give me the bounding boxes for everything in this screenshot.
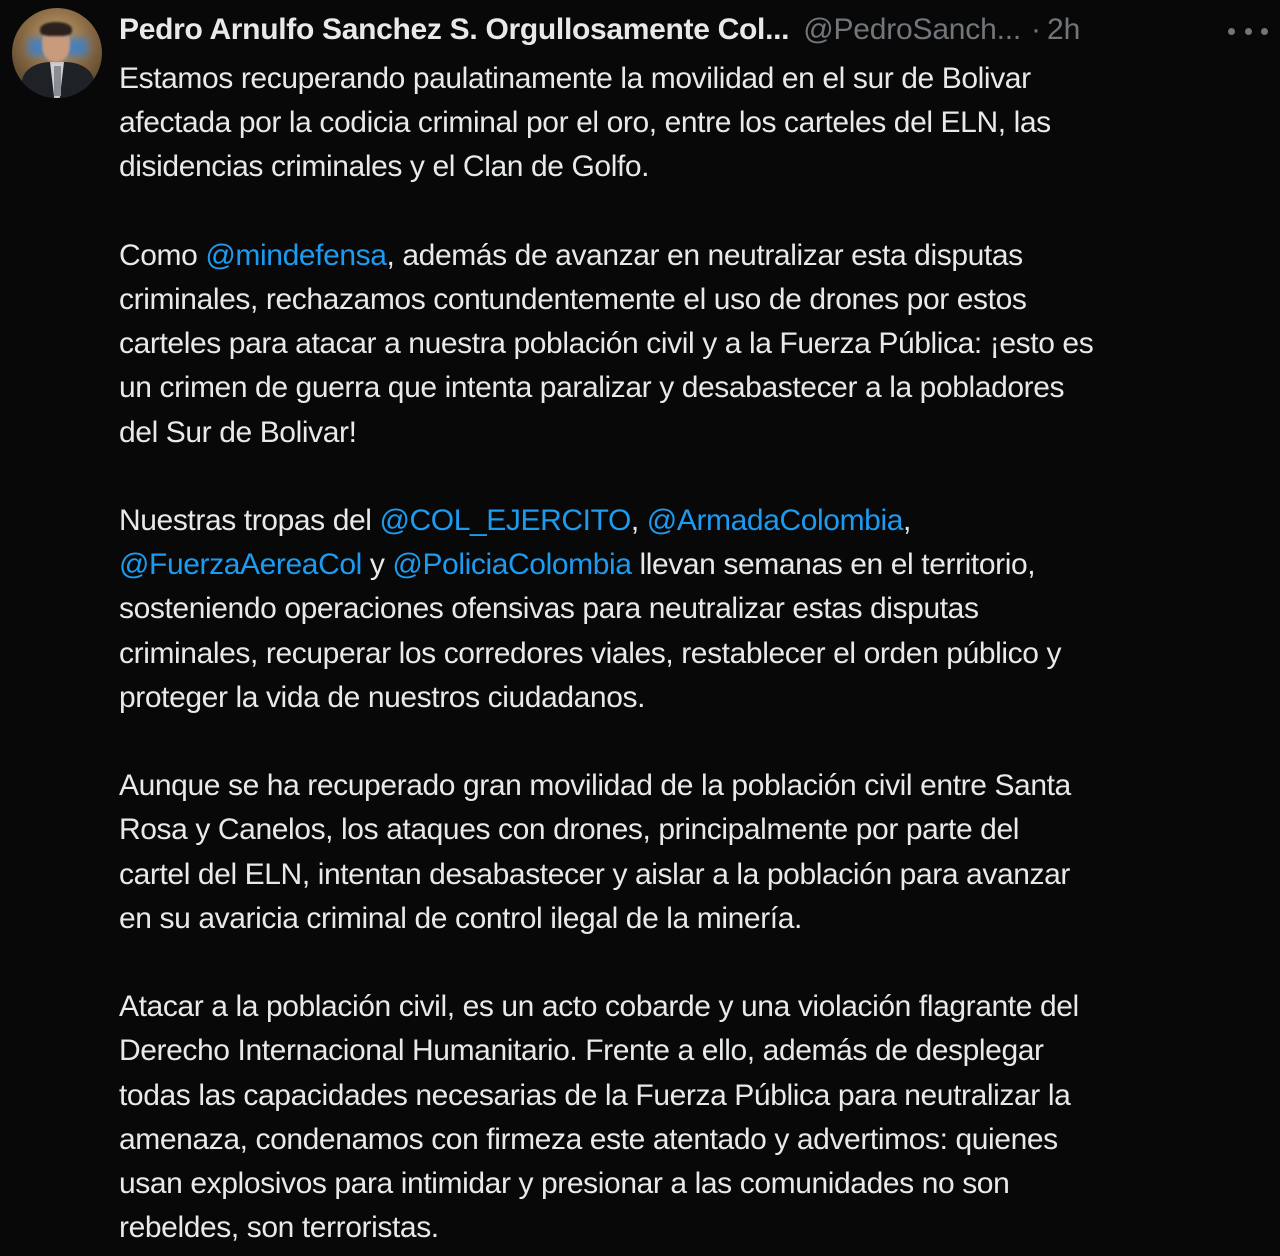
text-line	[119, 808, 1269, 852]
tweet-paragraph	[119, 499, 1269, 720]
text-segment: proteger la vida de nuestros ciudadanos.	[119, 680, 646, 714]
text-segment: carteles para atacar a nuestra población civil y a la Fuerza Pública: ¡esto es	[119, 327, 1094, 361]
separator-dot: ·	[1030, 13, 1041, 46]
text-segment: ,	[903, 504, 911, 537]
text-line	[119, 234, 1269, 278]
text-line	[119, 985, 1269, 1029]
text-segment: Rosa y Canelos, los ataques con drones, principalmente por parte del	[119, 813, 1020, 847]
ellipsis-icon	[1261, 28, 1268, 35]
avatar[interactable]	[12, 8, 102, 98]
text-segment: criminales, rechazamos contundentemente el uso de drones por estos	[119, 283, 1027, 316]
text-segment: Atacar a la población civil, es un acto cobarde y una violación flagrante del	[119, 990, 1079, 1024]
text-segment: Derecho Internacional Humanitario. Frente a ello, además de desplegar	[119, 1034, 1044, 1068]
tweet-text	[119, 57, 1269, 1250]
more-options-button[interactable]	[1228, 16, 1268, 46]
text-line	[119, 366, 1269, 410]
text-line	[119, 587, 1269, 631]
mention-link[interactable]: @mindefensa	[205, 238, 387, 272]
text-segment: Nuestras tropas del	[119, 504, 380, 537]
tweet-header	[119, 10, 1080, 50]
text-line	[119, 1029, 1269, 1073]
text-segment: Como	[119, 238, 206, 272]
avatar-tie	[54, 66, 61, 96]
text-line	[119, 1074, 1269, 1118]
mention-link[interactable]: @PoliciaColombia	[392, 548, 632, 582]
text-line	[119, 1206, 1269, 1250]
ellipsis-icon	[1228, 28, 1235, 35]
text-segment: Aunque se ha recuperado gran movilidad de la población civil entre Santa	[119, 769, 1071, 803]
tweet-paragraph	[119, 57, 1269, 190]
text-line	[119, 278, 1269, 322]
text-segment: cartel del ELN, intentan desabastecer y aislar a la población para avanzar	[119, 857, 1070, 891]
author-handle[interactable]: @PedroSanch...	[803, 13, 1021, 46]
text-line	[119, 764, 1269, 808]
text-line	[119, 411, 1269, 455]
text-segment: criminales, recuperar los corredores viales, restablecer el orden público y	[119, 636, 1062, 670]
tweet-timestamp[interactable]: 2h	[1046, 13, 1081, 46]
mention-link[interactable]: @FuerzaAereaCol	[119, 548, 362, 582]
text-line	[119, 1162, 1269, 1206]
text-segment: , además de avanzar en neutralizar esta disputas	[386, 238, 1023, 272]
mention-link[interactable]: @ArmadaColombia	[646, 504, 904, 537]
text-line	[119, 145, 1269, 189]
text-line	[119, 1118, 1269, 1162]
text-line	[119, 322, 1269, 366]
text-segment: ,	[630, 504, 647, 537]
text-segment: amenaza, condenamos con firmeza este atentado y advertimos: quienes	[119, 1122, 1058, 1156]
text-segment: todas las capacidades necesarias de la Fuerza Pública para neutralizar la	[119, 1078, 1071, 1112]
ellipsis-icon	[1245, 28, 1252, 35]
text-line	[119, 499, 1269, 543]
text-segment: y	[361, 548, 393, 582]
tweet-paragraph	[119, 234, 1269, 455]
text-segment: disidencias criminales y el Clan de Golfo.	[119, 150, 650, 184]
text-segment: llevan semanas en el territorio,	[631, 548, 1036, 582]
text-segment: del Sur de Bolivar!	[119, 415, 357, 449]
text-segment: Estamos recuperando paulatinamente la movilidad en el sur de Bolivar	[119, 62, 1031, 95]
text-line	[119, 543, 1269, 587]
text-segment: un crimen de guerra que intenta paralizar y desabastecer a la pobladores	[119, 371, 1065, 405]
text-line	[119, 853, 1269, 897]
text-line	[119, 101, 1269, 145]
text-segment: afectada por la codicia criminal por el oro, entre los carteles del ELN, las	[119, 106, 1051, 140]
mention-link[interactable]: @COL_EJERCITO	[379, 504, 631, 537]
tweet-paragraph	[119, 764, 1269, 941]
author-display-name[interactable]: Pedro Arnulfo Sanchez S. Orgullosamente Col...	[119, 13, 790, 46]
avatar-hair	[40, 22, 72, 36]
text-line	[119, 632, 1269, 676]
text-segment: en su avaricia criminal de control ilegal de la minería.	[119, 901, 802, 935]
text-segment: sosteniendo operaciones ofensivas para neutralizar estas disputas	[119, 592, 979, 626]
text-segment: usan explosivos para intimidar y presionar a las comunidades no son	[119, 1167, 1010, 1201]
text-line	[119, 57, 1269, 101]
text-line	[119, 676, 1269, 720]
text-segment: rebeldes, son terroristas.	[119, 1211, 439, 1245]
tweet-paragraph	[119, 985, 1269, 1250]
text-line	[119, 897, 1269, 941]
